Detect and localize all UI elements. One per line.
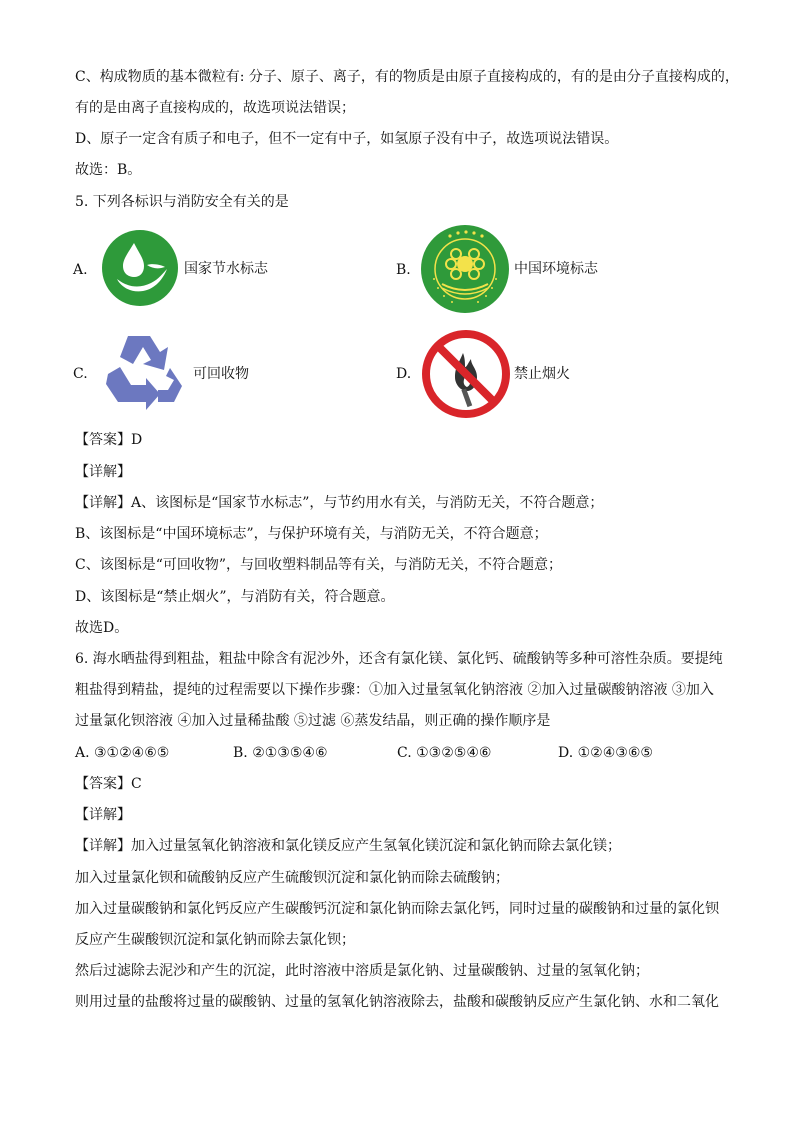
text-line: 加入过量碳酸钠和氯化钙反应产生碳酸钙沉淀和氯化钠而除去氯化钙，同时过量的碳酸钠和过量的氯化钡 xyxy=(75,901,719,917)
option-b-label: 中国环境标志 xyxy=(514,261,598,277)
option-c-letter: C. xyxy=(73,366,88,382)
option-b-letter: B. xyxy=(396,262,411,278)
text-line: 【详解】加入过量氢氧化钠溶液和氯化镁反应产生氢氧化镁沉淀和氯化钠而除去氯化镁； xyxy=(75,838,621,854)
choice-d: D. ①②④③⑥⑤ xyxy=(558,745,653,761)
text-line: 有的是由离子直接构成的，故选项说法错误； xyxy=(75,100,355,116)
choice-a: A. ③①②④⑥⑤ xyxy=(75,745,170,761)
explanation-heading: 【详解】 xyxy=(75,807,131,823)
text-line: 然后过滤除去泥沙和产生的沉淀，此时溶液中溶质是氯化钠、过量碳酸钠、过量的氢氧化钠； xyxy=(75,963,649,979)
text-line: 反应产生碳酸钡沉淀和氯化钠而除去氯化钡； xyxy=(75,932,355,948)
question-6-stem: 6. 海水晒盐得到粗盐，粗盐中除含有泥沙外，还含有氯化镁、氯化钙、硫酸钠等多种可溶性杂质。要提纯 xyxy=(75,651,723,667)
option-a-letter: A. xyxy=(73,262,88,278)
question-5-stem: 5. 下列各标识与消防安全有关的是 xyxy=(75,194,289,210)
text-line: 故选：B。 xyxy=(75,162,142,178)
question-6-stem: 过量氯化钡溶液 ④加入过量稀盐酸 ⑤过滤 ⑥蒸发结晶，则正确的操作顺序是 xyxy=(75,713,551,729)
option-d-label: 禁止烟火 xyxy=(514,366,570,382)
text-line: B、该图标是“中国环境标志”，与保护环境有关，与消防无关，不符合题意； xyxy=(75,526,548,542)
answer-label: 【答案】D xyxy=(75,432,143,448)
text-line: 故选D。 xyxy=(75,620,129,636)
answer-label: 【答案】C xyxy=(75,776,142,792)
text-line: C、该图标是“可回收物”，与回收塑料制品等有关，与消防无关，不符合题意； xyxy=(75,557,563,573)
no-fire-icon xyxy=(421,329,511,419)
explanation-heading: 【详解】 xyxy=(75,464,131,480)
option-a-label: 国家节水标志 xyxy=(184,261,268,277)
question-6-stem: 粗盐得到精盐，提纯的过程需要以下操作步骤：①加入过量氢氧化钠溶液 ②加入过量碳酸钠溶液 ③加入 xyxy=(75,682,714,698)
text-line: D、原子一定含有质子和电子，但不一定有中子，如氢原子没有中子，故选项说法错误。 xyxy=(75,131,619,147)
choice-b: B. ②①③⑤④⑥ xyxy=(233,745,328,761)
option-c-label: 可回收物 xyxy=(193,366,249,382)
text-line: 则用过量的盐酸将过量的碳酸钠、过量的氢氧化钠溶液除去，盐酸和碳酸钠反应产生氯化钠、水和二氧化 xyxy=(75,994,719,1010)
recycle-icon xyxy=(98,330,190,416)
choice-c: C. ①③②⑤④⑥ xyxy=(397,745,492,761)
text-line: D、该图标是“禁止烟火”，与消防有关，符合题意。 xyxy=(75,589,395,605)
china-environmental-label-icon xyxy=(420,224,510,314)
option-d-letter: D. xyxy=(396,366,412,382)
text-line: 加入过量氯化钡和硫酸钠反应产生硫酸钡沉淀和氯化钠而除去硫酸钠； xyxy=(75,870,509,886)
water-saving-icon xyxy=(101,229,179,307)
text-line: C、构成物质的基本微粒有: 分子、原子、离子，有的物质是由原子直接构成的，有的是由分子直接构成的， xyxy=(75,69,739,85)
text-line: 【详解】A、该图标是“国家节水标志”，与节约用水有关，与消防无关，不符合题意； xyxy=(75,495,604,511)
